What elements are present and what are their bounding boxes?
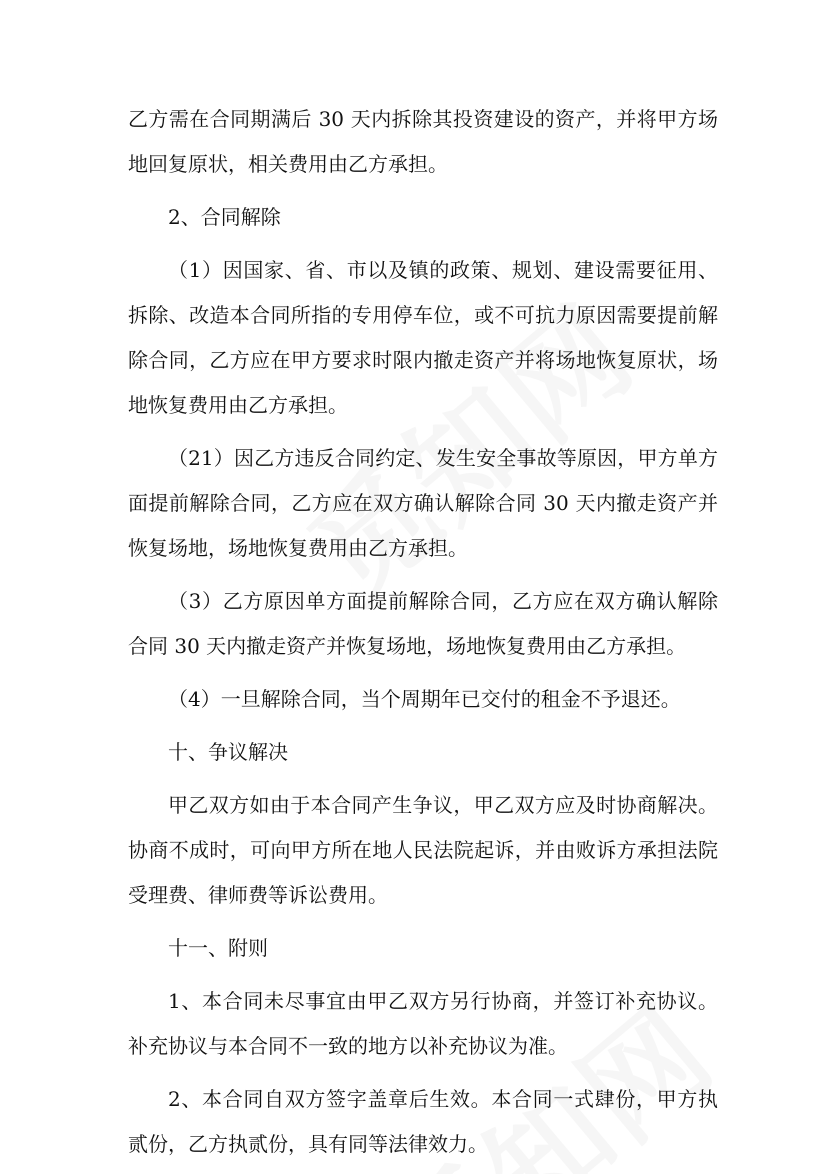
section-heading-dispute: 十、争议解决 — [168, 740, 288, 764]
paragraph-termination-1: （1）因国家、省、市以及镇的政策、规划、建设需要征用、拆除、改造本合同所指的专用停车位，或不可抗力原因需要提前解除合同，乙方应在甲方要求时限内撤走资产并将场地恢复原状，场地恢复费用由乙方承担。 — [128, 258, 718, 417]
document-body — [128, 97, 718, 1174]
paragraph-termination-21: （21）因乙方违反合同约定、发生安全事故等原因，甲方单方面提前解除合同，乙方应在双方确认解除合同 30 天内撤走资产并恢复场地，场地恢复费用由乙方承担。 — [128, 446, 718, 560]
paragraph-appendix-1: 1、本合同未尽事宜由甲乙双方另行协商，并签订补充协议。补充协议与本合同不一致的地方以补充协议为准。 — [128, 989, 718, 1058]
paragraph-termination-3: （3）乙方原因单方面提前解除合同，乙方应在双方确认解除合同 30 天内撤走资产并恢复场地，场地恢复费用由乙方承担。 — [128, 589, 718, 658]
section-heading-appendix: 十一、附则 — [168, 936, 268, 960]
paragraph-dispute: 甲乙双方如由于本合同产生争议，甲乙双方应及时协商解决。协商不成时，可向甲方所在地人民法院起诉，并由败诉方承担法院受理费、律师费等诉讼费用。 — [128, 793, 718, 907]
paragraph-closing-clause: 乙方需在合同期满后 30 天内拆除其投资建设的资产，并将甲方场地回复原状，相关费用由乙方承担。 — [128, 107, 718, 176]
section-heading-termination: 2、合同解除 — [168, 205, 281, 229]
paragraph-appendix-2: 2、本合同自双方签字盖章后生效。本合同一式肆份，甲方执贰份，乙方执贰份，具有同等法律效力。 — [128, 1087, 718, 1156]
paragraph-termination-4: （4）一旦解除合同，当个周期年已交付的租金不予退还。 — [168, 687, 681, 711]
